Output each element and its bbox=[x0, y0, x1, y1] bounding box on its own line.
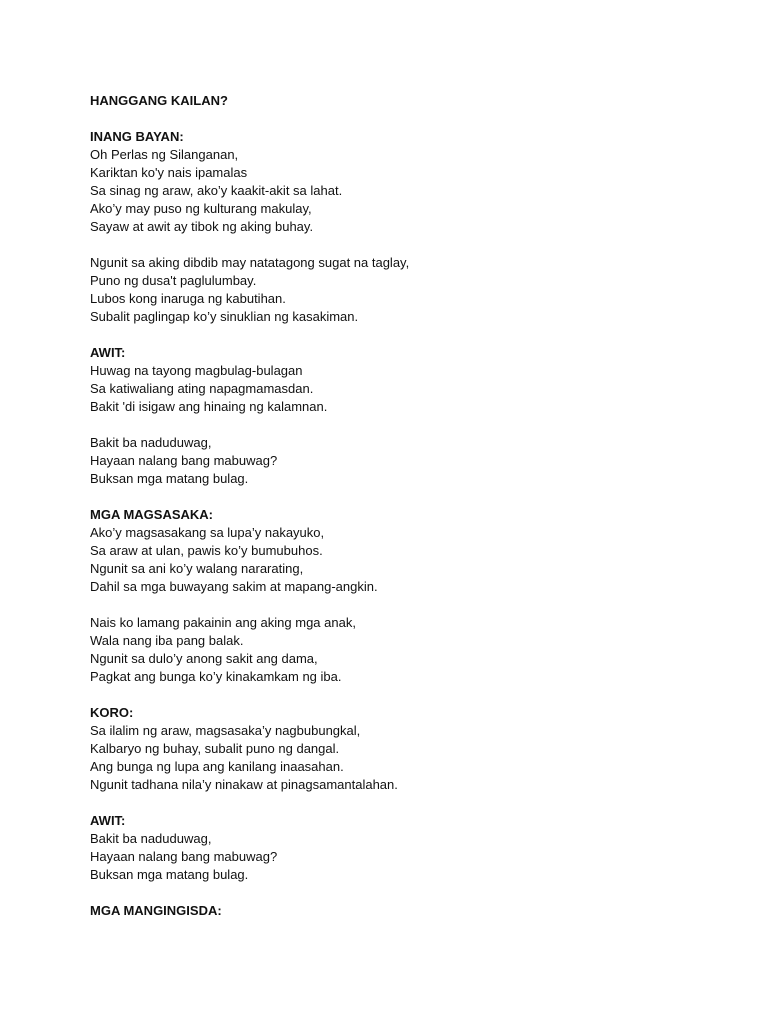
lyric-line: Dahil sa mga buwayang sakim at mapang-angkin. bbox=[90, 579, 378, 594]
stanza bbox=[90, 434, 730, 488]
lyric-line: Sa katiwaliang ating napagmamasdan. bbox=[90, 381, 314, 396]
lyric-line: Ang bunga ng lupa ang kanilang inaasahan. bbox=[90, 759, 344, 774]
lyric-line: Pagkat ang bunga ko’y kinakamkam ng iba. bbox=[90, 669, 342, 684]
section-heading: MGA MANGINGISDA: bbox=[90, 903, 222, 918]
stanza bbox=[90, 146, 730, 236]
lyrics-section bbox=[90, 704, 730, 794]
stanza-gap bbox=[90, 236, 730, 254]
lyric-line: Kalbaryo ng buhay, subalit puno ng dangal. bbox=[90, 741, 340, 756]
lyric-line: Hayaan nalang bang mabuwag? bbox=[90, 453, 278, 468]
lyric-line: Hayaan nalang bang mabuwag? bbox=[90, 849, 278, 864]
lyric-line: Ako’y magsasakang sa lupa’y nakayuko, bbox=[90, 525, 325, 540]
stanza-gap bbox=[90, 596, 730, 614]
stanza bbox=[90, 524, 730, 596]
lyric-line: Lubos kong inaruga ng kabutihan. bbox=[90, 291, 286, 306]
lyric-line: Subalit paglingap ko’y sinuklian ng kasakiman. bbox=[90, 309, 359, 324]
document-page bbox=[90, 92, 730, 938]
lyrics-section bbox=[90, 902, 730, 920]
stanza bbox=[90, 614, 730, 686]
stanza bbox=[90, 362, 730, 416]
lyric-line: Wala nang iba pang balak. bbox=[90, 633, 244, 648]
lyrics-section bbox=[90, 506, 730, 686]
lyric-line: Buksan mga matang bulag. bbox=[90, 867, 249, 882]
lyric-line: Nais ko lamang pakainin ang aking mga anak, bbox=[90, 615, 356, 630]
lyric-line: Puno ng dusa't paglulumbay. bbox=[90, 273, 257, 288]
lyric-line: Bakit ba naduduwag, bbox=[90, 831, 212, 846]
lyric-line: Kariktan ko'y nais ipamalas bbox=[90, 165, 248, 180]
lyrics-body bbox=[90, 128, 730, 920]
lyric-line: Bakit ba naduduwag, bbox=[90, 435, 212, 450]
lyric-line: Ngunit sa aking dibdib may natatagong sugat na taglay, bbox=[90, 255, 410, 270]
section-heading: MGA MAGSASAKA: bbox=[90, 507, 214, 522]
section-heading: AWIT: bbox=[90, 345, 126, 360]
lyric-line: Sayaw at awit ay tibok ng aking buhay. bbox=[90, 219, 314, 234]
section-heading: AWIT: bbox=[90, 813, 126, 828]
lyric-line: Ngunit sa dulo’y anong sakit ang dama, bbox=[90, 651, 318, 666]
section-heading: KORO: bbox=[90, 705, 134, 720]
stanza bbox=[90, 830, 730, 884]
stanza bbox=[90, 722, 730, 794]
lyric-line: Sa ilalim ng araw, magsasaka’y nagbubungkal, bbox=[90, 723, 361, 738]
lyrics-section bbox=[90, 812, 730, 884]
lyric-line: Ngunit tadhana nila’y ninakaw at pinagsamantalahan. bbox=[90, 777, 398, 792]
lyric-line: Sa sinag ng araw, ako’y kaakit-akit sa lahat. bbox=[90, 183, 343, 198]
lyric-line: Ngunit sa ani ko’y walang nararating, bbox=[90, 561, 304, 576]
document-title: HANGGANG KAILAN? bbox=[90, 93, 228, 108]
lyric-line: Bakit 'di isigaw ang hinaing ng kalamnan. bbox=[90, 399, 328, 414]
section-heading: INANG BAYAN: bbox=[90, 129, 184, 144]
stanza bbox=[90, 254, 730, 326]
lyrics-section bbox=[90, 128, 730, 326]
lyric-line: Oh Perlas ng Silanganan, bbox=[90, 147, 239, 162]
lyric-line: Ako’y may puso ng kulturang makulay, bbox=[90, 201, 312, 216]
lyric-line: Buksan mga matang bulag. bbox=[90, 471, 249, 486]
lyric-line: Huwag na tayong magbulag-bulagan bbox=[90, 363, 303, 378]
lyrics-section bbox=[90, 344, 730, 488]
lyric-line: Sa araw at ulan, pawis ko’y bumubuhos. bbox=[90, 543, 323, 558]
stanza-gap bbox=[90, 416, 730, 434]
